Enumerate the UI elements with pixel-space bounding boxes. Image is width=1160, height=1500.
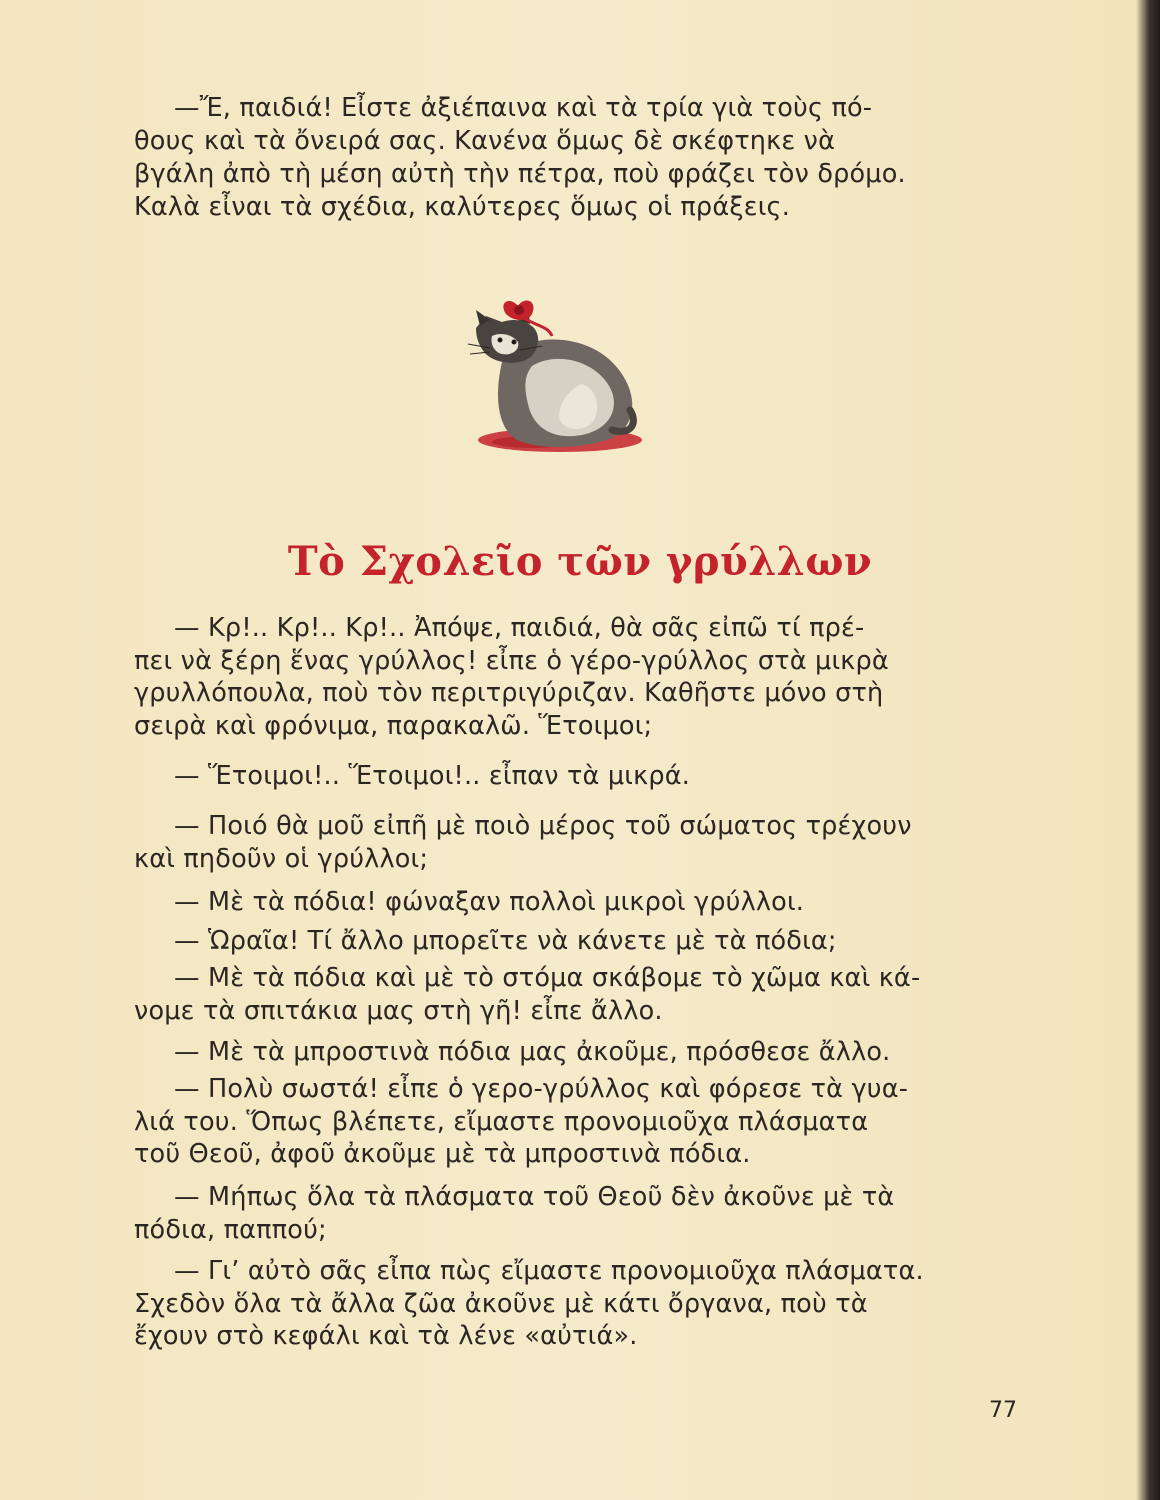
intro-paragraph [134, 92, 1030, 224]
text-line: — Ὡραῖα! Τί ἄλλο μπορεῖτε νὰ κάνετε μὲ τὰ πόδια; [174, 926, 837, 956]
dialogue-paragraph [134, 810, 1030, 875]
dialogue-paragraph [134, 1181, 1030, 1246]
dialogue-paragraph [134, 612, 1030, 742]
text-line: ἔχουν στὸ κεφάλι καὶ τὰ λένε «αὐτιά». [134, 1321, 638, 1351]
text-line: νομε τὰ σπιτάκια μας στὴ γῆ! εἶπε ἄλλο. [134, 995, 663, 1026]
text-line: πει νὰ ξέρη ἕνας γρύλλος! εἶπε ὁ γέρο-γρύλλος στὰ μικρὰ [134, 645, 889, 676]
chapter-title: Τὸ Σχολεῖο τῶν γρύλλων [287, 538, 873, 585]
dialogue-paragraph [134, 886, 1030, 919]
text-line: γρυλλόπουλα, ποὺ τὸν περιτριγύριζαν. Καθῆστε μόνο στὴ [134, 678, 884, 708]
text-line: θους καὶ τὰ ὄνειρά σας. Κανένα ὅμως δὲ σκέφτηκε νὰ [134, 126, 836, 156]
text-line: —Ἔ, παιδιά! Εἶστε ἀξιέπαινα καὶ τὰ τρία γιὰ τοὺς πό- [174, 93, 873, 123]
text-line: βγάλη ἀπὸ τὴ μέση αὐτὴ τὴν πέτρα, ποὺ φράζει τὸν δρόμο. [134, 159, 906, 189]
dialogue-paragraph [134, 760, 1030, 793]
text-line: τοῦ Θεοῦ, ἀφοῦ ἀκοῦμε μὲ τὰ μπροστινὰ πόδια. [134, 1139, 751, 1169]
text-line: — Μὲ τὰ πόδια! φώναξαν πολλοὶ μικροὶ γρύλλοι. [174, 887, 805, 917]
text-line: — Πολὺ σωστά! εἶπε ὁ γερο-γρύλλος καὶ φόρεσε τὰ γυα- [174, 1074, 909, 1104]
text-line: — Κρ!.. Κρ!.. Κρ!.. Ἀπόψε, παιδιά, θὰ σᾶς εἰπῶ τί πρέ- [174, 613, 865, 643]
dialogue-paragraph [134, 1073, 1030, 1171]
text-line: — Ἕτοιμοι!.. Ἕτοιμοι!.. εἶπαν τὰ μικρά. [174, 761, 691, 791]
sitting-cat-with-red-bow-icon [462, 292, 656, 458]
dialogue-paragraph [134, 1036, 1030, 1069]
page-binding-edge [1136, 0, 1160, 1500]
text-line: — Μὲ τὰ πόδια καὶ μὲ τὸ στόμα σκάβομε τὸ χῶμα καὶ κά- [174, 963, 921, 993]
text-line: — Ποιό θὰ μοῦ εἰπῆ μὲ ποιὸ μέρος τοῦ σώματος τρέχουν [174, 811, 912, 841]
text-line: λιά του. Ὅπως βλέπετε, εἴμαστε προνομιοῦχα πλάσματα [134, 1106, 869, 1137]
dialogue-paragraph [134, 1255, 1030, 1353]
text-line: — Μὲ τὰ μπροστινὰ πόδια μας ἀκοῦμε, πρόσθεσε ἄλλο. [174, 1037, 891, 1067]
dialogue-paragraph [134, 925, 1030, 958]
text-line: σειρὰ καὶ φρόνιμα, παρακαλῶ. Ἕτοιμοι; [134, 710, 653, 741]
text-line: — Μήπως ὅλα τὰ πλάσματα τοῦ Θεοῦ δὲν ἀκοῦνε μὲ τὰ [174, 1182, 895, 1212]
text-line: καὶ πηδοῦν οἱ γρύλλοι; [134, 843, 429, 874]
text-line: πόδια, παππού; [134, 1214, 327, 1245]
text-line: — Γι’ αὐτὸ σᾶς εἶπα πὼς εἴμαστε προνομιοῦχα πλάσματα. [174, 1256, 924, 1286]
dialogue-paragraph [134, 962, 1030, 1027]
text-line: Σχεδὸν ὅλα τὰ ἄλλα ζῶα ἀκοῦνε μὲ κάτι ὄργανα, ποὺ τὰ [134, 1288, 868, 1319]
text-line: Καλὰ εἶναι τὰ σχέδια, καλύτερες ὅμως οἱ πράξεις. [134, 192, 791, 222]
page-number: 77 [989, 1398, 1017, 1423]
